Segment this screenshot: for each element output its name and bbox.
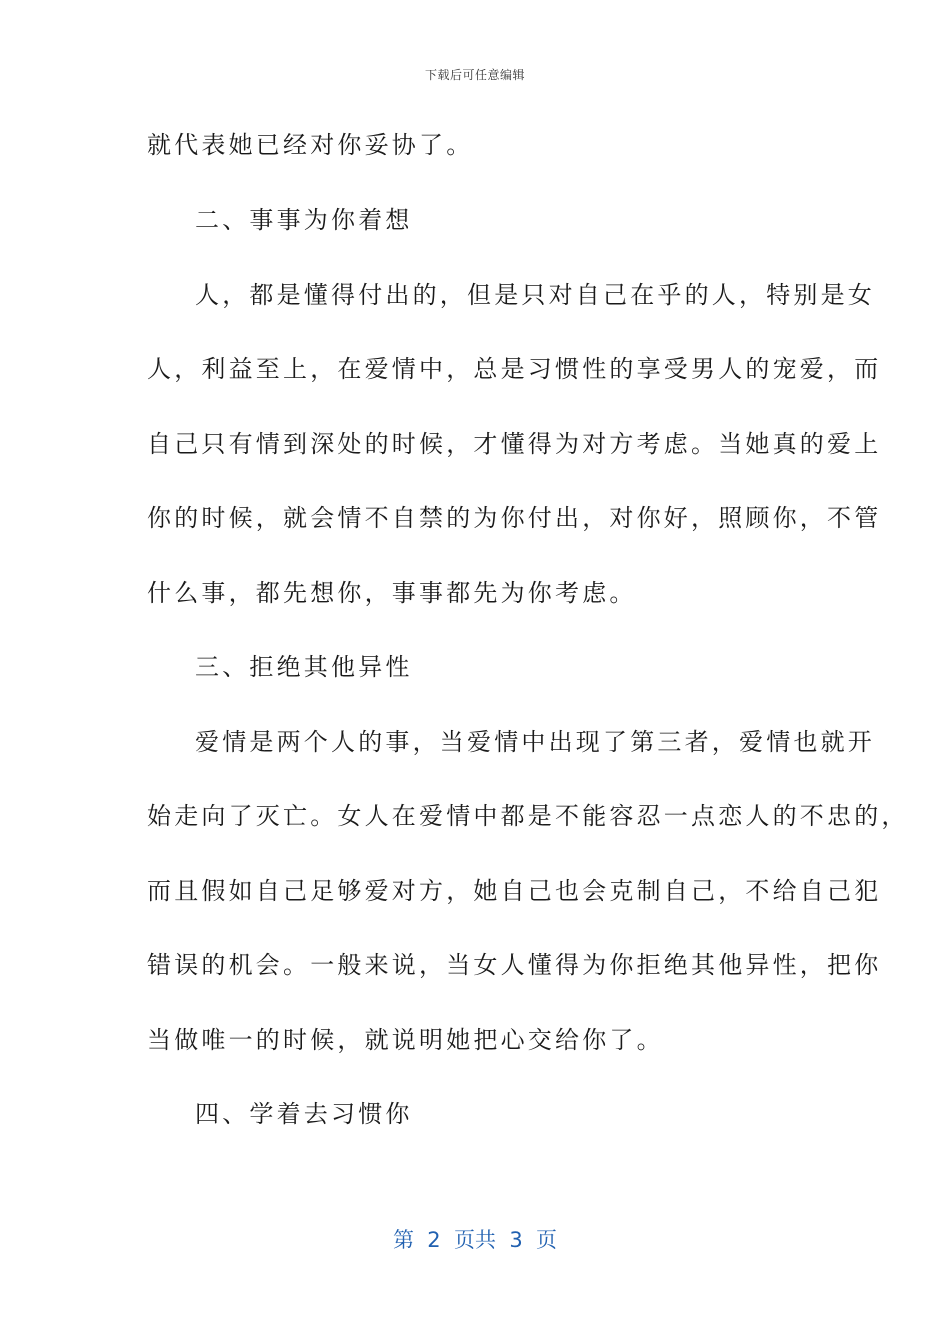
section-heading: 四、学着去习惯你 xyxy=(195,1100,413,1128)
paragraph-line: 始走向了灭亡。女人在爱情中都是不能容忍一点恋人的不忠的， xyxy=(147,802,909,830)
paragraph-line: 而且假如自己足够爱对方，她自己也会克制自己，不给自己犯 xyxy=(147,877,882,905)
section-heading: 三、拒绝其他异性 xyxy=(195,653,413,681)
paragraph-line: 你的时候，就会情不自禁的为你付出，对你好，照顾你，不管 xyxy=(147,504,882,532)
paragraph-line: 自己只有情到深处的时候，才懂得为对方考虑。当她真的爱上 xyxy=(147,430,882,458)
page-number-footer: 第 2 页共 3 页 xyxy=(392,1228,558,1252)
paragraph-line: 什么事，都先想你，事事都先为你考虑。 xyxy=(147,579,637,607)
paragraph-line: 当做唯一的时候，就说明她把心交给你了。 xyxy=(147,1026,664,1054)
paragraph-line: 错误的机会。一般来说，当女人懂得为你拒绝其他异性，把你 xyxy=(147,951,882,979)
paragraph-line: 就代表她已经对你妥协了。 xyxy=(147,131,474,159)
paragraph-line: 人，都是懂得付出的，但是只对自己在乎的人，特别是女 xyxy=(195,281,875,309)
paragraph-line: 人，利益至上，在爱情中，总是习惯性的享受男人的宠爱，而 xyxy=(147,355,882,383)
page-header-note: 下载后可任意编辑 xyxy=(424,68,525,82)
paragraph-line: 爱情是两个人的事，当爱情中出现了第三者，爱情也就开 xyxy=(195,728,875,756)
section-heading: 二、事事为你着想 xyxy=(195,206,413,234)
